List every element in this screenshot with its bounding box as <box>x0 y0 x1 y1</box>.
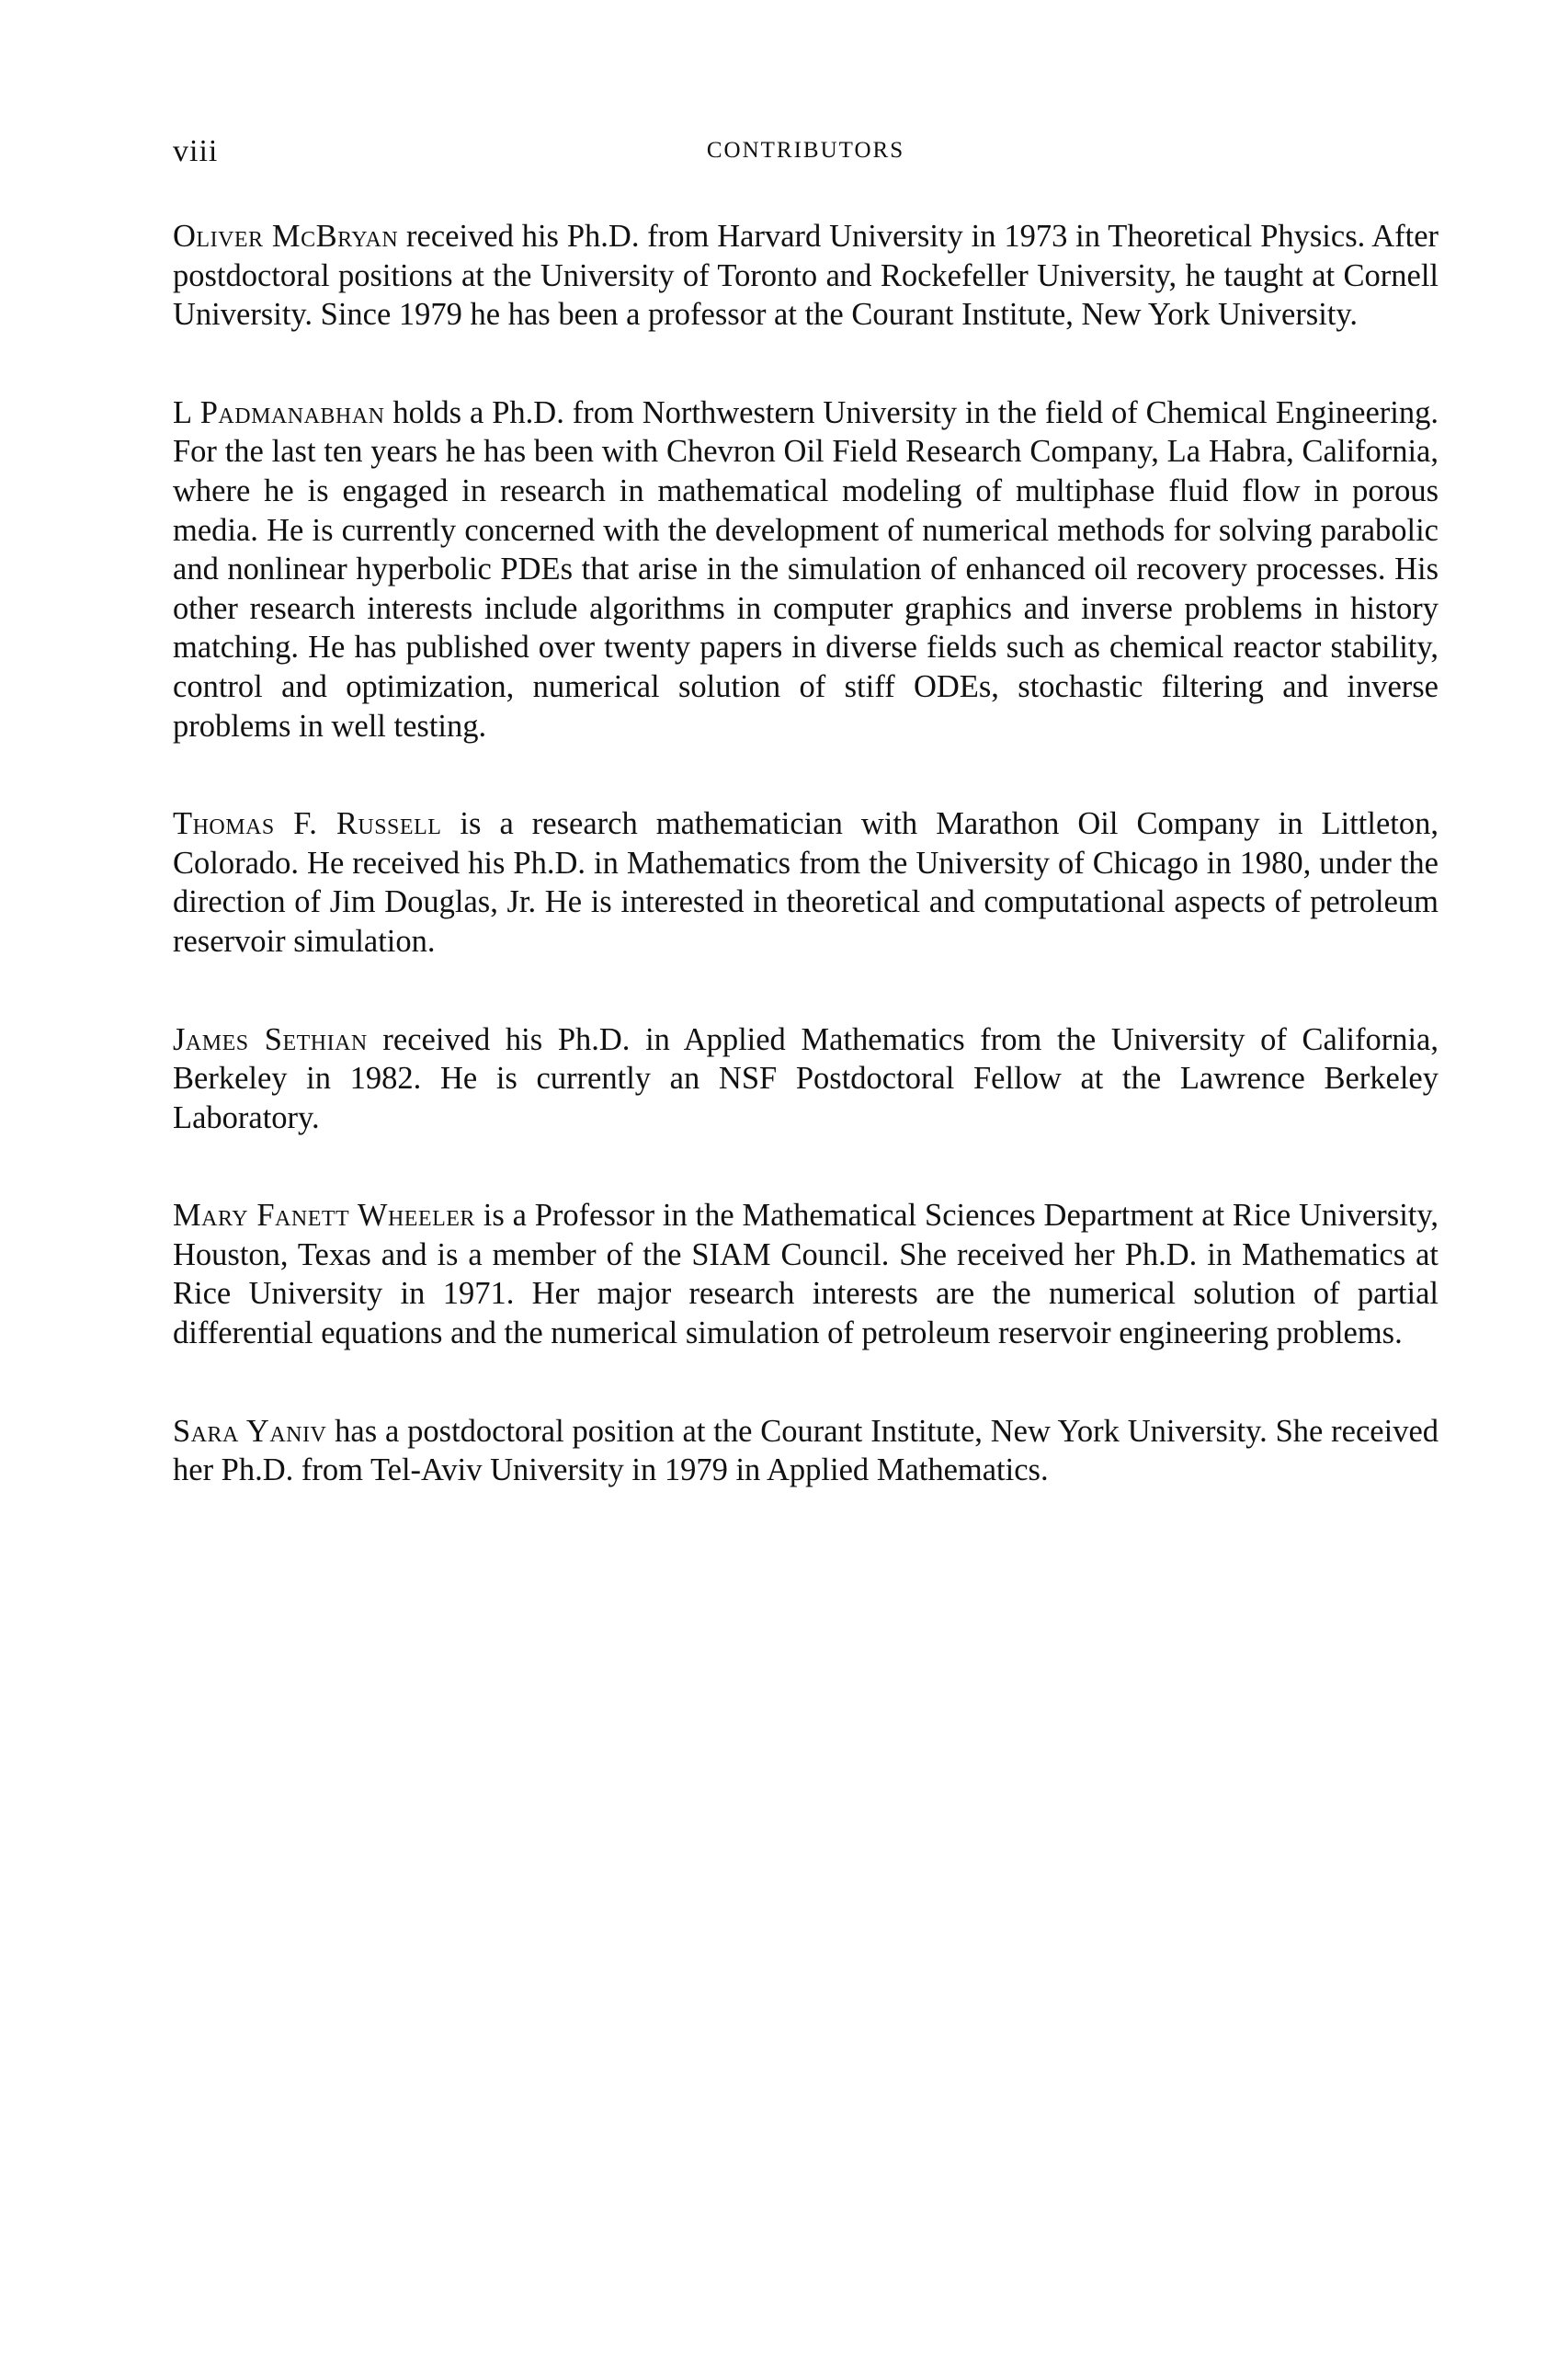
contributor-entry <box>173 217 1439 335</box>
contributor-name: L Padmanabhan <box>173 394 385 430</box>
contributor-entry <box>173 1196 1439 1352</box>
contributor-list <box>173 217 1439 1490</box>
contributor-bio: holds a Ph.D. from Northwestern University in the field of Chemical Engineering. For the last ten years he has been with Chevron Oil Field Research Company, La Habra, California, where he is engaged in research in mathematical modeling of multiphase fluid flow in porous media. He is currently concerned with the development of numerical methods for solving parabolic and nonlinear hyperbolic PDEs that arise in the simulation of enhanced oil recovery processes. His other research interests include algorithms in computer graphics and inverse problems in history matching. He has published over twenty papers in diverse fields such as chemical reactor stability, control and optimization, numerical solution of stiff ODEs, stochastic filtering and inverse problems in well testing. <box>173 394 1439 744</box>
contributor-bio: is a Professor in the Mathematical Sciences Department at Rice University, Houston, Texas and is a member of the SIAM Council. She received her Ph.D. in Mathematics at Rice University in 1971. Her major research interests are the numerical solution of partial differential equations and the numerical simulation of petroleum reservoir engineering problems. <box>173 1198 1439 1351</box>
contributor-bio: received his Ph.D. from Harvard University in 1973 in Theoretical Physics. After postdoctoral positions at the University of Toronto and Rockefeller University, he taught at Cornell University. Since 1979 he has been a professor at the Courant Institute, New York University. <box>173 219 1439 333</box>
contributor-name: Sara Yaniv <box>173 1413 327 1449</box>
contributor-name: Oliver McBryan <box>173 219 399 254</box>
contributor-entry <box>173 1020 1439 1138</box>
contributor-entry <box>173 1412 1439 1490</box>
page-header <box>173 129 1439 173</box>
contributor-entry <box>173 804 1439 961</box>
contributor-bio: has a postdoctoral position at the Courant Institute, New York University. She received her Ph.D. from Tel-Aviv University in 1979 in Applied Mathematics. <box>173 1413 1439 1488</box>
contributor-name: Mary Fanett Wheeler <box>173 1198 475 1234</box>
contributor-entry <box>173 393 1439 746</box>
contributor-name: James Sethian <box>173 1021 368 1057</box>
contributor-name: Thomas F. Russell <box>173 806 442 842</box>
running-head: CONTRIBUTORS <box>706 138 905 163</box>
contributor-bio: received his Ph.D. in Applied Mathematics from the University of California, Berkeley in 1982. He is currently an NSF Postdoctoral Fellow at the Lawrence Berkeley Laboratory. <box>173 1021 1439 1135</box>
contributor-bio: is a research mathematician with Marathon Oil Company in Littleton, Colorado. He received his Ph.D. in Mathematics from the University of Chicago in 1980, under the direction of Jim Douglas, Jr. He is interested in theoretical and computational aspects of petroleum reservoir simulation. <box>173 806 1439 959</box>
page-number: viii <box>173 134 219 168</box>
